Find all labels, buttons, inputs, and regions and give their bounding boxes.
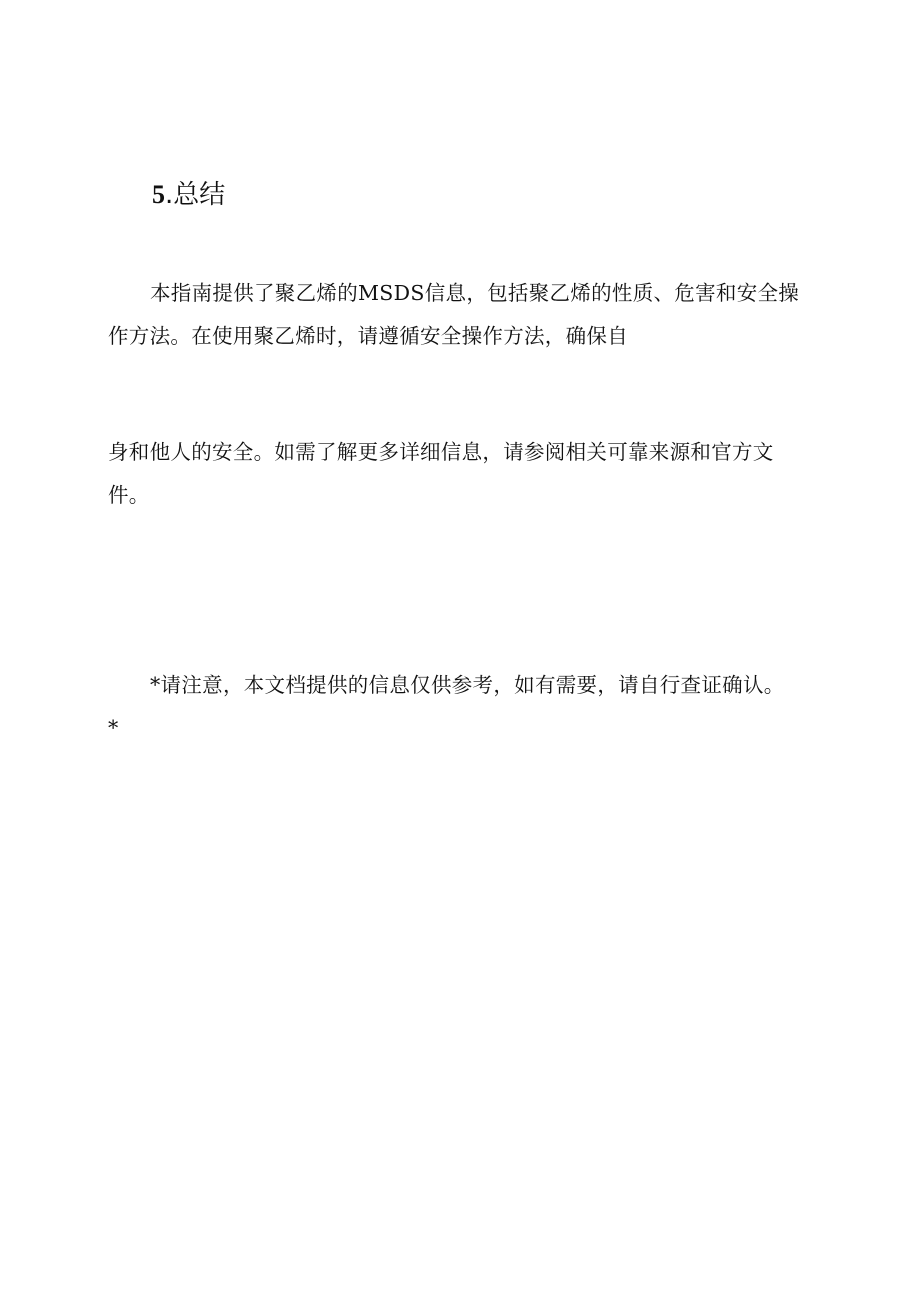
paragraph-line: 本指南提供了聚乙烯的MSDS信息，包括聚乙烯的性质、危害和安全操 — [150, 281, 800, 305]
section-title: .总结 — [165, 180, 226, 210]
section-number: 5 — [152, 180, 165, 209]
summary-paragraph-2 — [108, 431, 808, 517]
paragraph-line: 身和他人的安全。如需了解更多详细信息，请参阅相关可靠来源和官方文 — [108, 440, 774, 464]
disclaimer-note — [108, 664, 808, 750]
paragraph-line: 件。 — [108, 483, 150, 507]
section-heading — [152, 176, 225, 214]
note-line: * — [108, 716, 119, 740]
paragraph-line: 作方法。在使用聚乙烯时，请遵循安全操作方法，确保自 — [108, 324, 628, 348]
summary-paragraph-1 — [108, 272, 808, 358]
note-line: *请注意，本文档提供的信息仅供参考，如有需要，请自行查证确认。 — [150, 673, 785, 697]
